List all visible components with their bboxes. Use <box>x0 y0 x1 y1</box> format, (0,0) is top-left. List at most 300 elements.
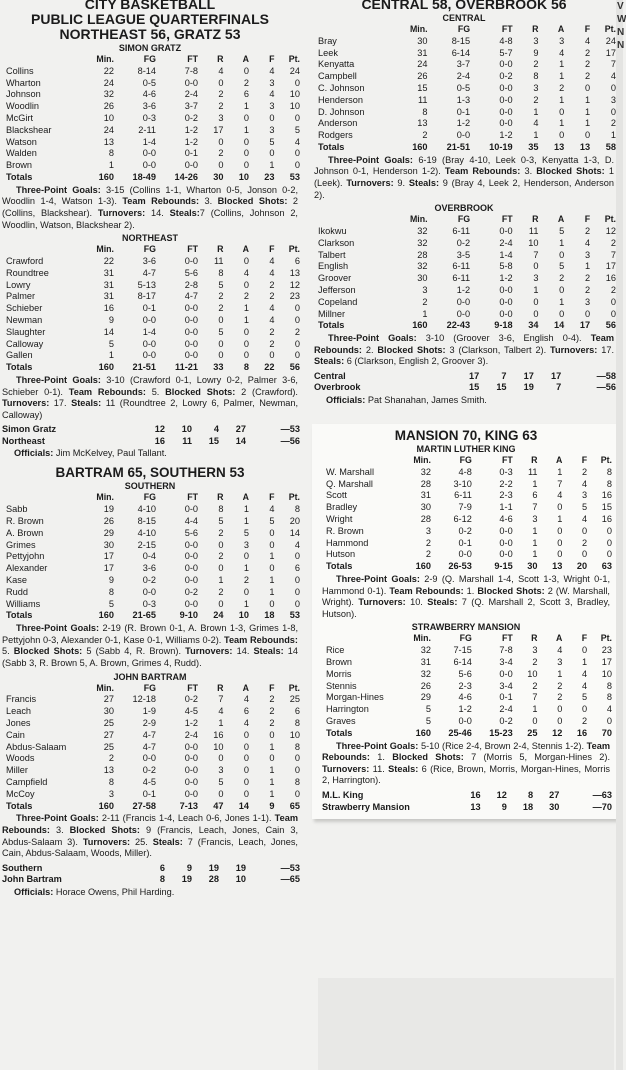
player-row <box>0 599 300 611</box>
stat-cell: 3 <box>425 525 431 536</box>
player-name: McGirt <box>6 112 34 123</box>
player-row <box>0 694 300 706</box>
player-name: Walden <box>6 148 37 159</box>
stat-cell: 4 <box>533 118 539 129</box>
column-header: FG <box>143 492 156 503</box>
stat-cell: 0-1 <box>499 692 513 703</box>
column-header: Min. <box>96 244 114 255</box>
stat-cell: 2 <box>582 466 588 477</box>
stat-cell: 5 <box>218 516 224 527</box>
game2-teamA <box>0 481 300 669</box>
stat-cell: 5 <box>582 502 588 513</box>
stat-cell: 6 <box>243 89 249 100</box>
stat-cell: 25 <box>289 694 300 705</box>
stat-cell: 4 <box>243 718 249 728</box>
player-row <box>0 540 300 552</box>
team-name: MARTIN LUTHER KING <box>416 444 516 455</box>
player-row <box>0 587 300 599</box>
stat-cell: 30 <box>420 502 431 513</box>
stat-cell: 10 <box>213 741 224 752</box>
note-text: 5. <box>145 386 166 397</box>
quarter-score: 16 <box>154 435 165 446</box>
total-cell: 70 <box>601 727 612 738</box>
stat-cell: 24 <box>605 35 616 46</box>
player-row <box>0 78 300 90</box>
stat-cell: 0 <box>294 586 300 597</box>
quarter-score: 4 <box>213 424 219 435</box>
stat-cell: 0-0 <box>184 765 198 776</box>
player-name: Collins <box>6 65 34 76</box>
game2-teamB <box>0 672 300 860</box>
total-cell: 26-53 <box>448 561 472 572</box>
player-row <box>0 89 300 101</box>
stat-cell: 12 <box>289 279 300 290</box>
totals-row <box>320 728 612 740</box>
player-row <box>312 48 616 60</box>
stat-cell: 8 <box>294 741 300 752</box>
total-cell: 9-10 <box>179 610 198 621</box>
stat-cell: 32 <box>417 237 428 248</box>
note-label: Turnovers: <box>550 344 598 355</box>
note-text: 3-15 (Collins 1-1, Wharton 0-5, Jonson 0-2, Woodlin 1-4, Watson 1-3). <box>2 184 299 207</box>
total-cell: 22 <box>264 362 275 373</box>
blank-header <box>0 492 81 504</box>
game-headline: BARTRAM 65, SOUTHERN 53 <box>55 465 245 481</box>
stat-cell: 1 <box>559 296 565 307</box>
stat-cell: 5-6 <box>184 527 198 538</box>
column-header: A <box>555 455 563 466</box>
quarter-score: —58 <box>596 370 616 381</box>
player-row <box>312 118 616 130</box>
note-text: 2 (Crawford). <box>235 386 298 397</box>
column-header: A <box>242 492 249 503</box>
stat-cell: 15 <box>417 82 428 93</box>
stat-cell: 11 <box>213 255 224 266</box>
column-header: R <box>217 492 224 503</box>
left-column <box>0 0 300 900</box>
stat-cell: 0 <box>559 308 565 319</box>
stat-cell: 8 <box>294 776 300 787</box>
stat-cell: 31 <box>103 267 114 278</box>
stat-cell: 6-14 <box>451 47 471 58</box>
player-row <box>0 327 300 339</box>
player-name: Grimes <box>6 539 36 550</box>
player-name: Millner <box>318 308 346 319</box>
stat-cell: 5 <box>218 279 224 290</box>
totals-label: Totals <box>6 610 33 621</box>
stat-cell: 0 <box>294 598 300 609</box>
stat-cell: 1 <box>582 657 588 668</box>
stat-cell: 32 <box>420 466 431 477</box>
game3-linescore <box>312 371 616 406</box>
stat-cell: 2 <box>532 680 538 691</box>
player-row <box>320 681 612 693</box>
stat-cell: 10 <box>103 112 114 123</box>
stat-cell: 4-4 <box>184 516 198 527</box>
stat-cell: 1 <box>218 575 224 586</box>
stat-cell: 0 <box>218 563 224 574</box>
player-name: Hutson <box>326 549 356 560</box>
stat-cell: 8 <box>422 106 428 117</box>
stat-cell: 0 <box>606 549 612 560</box>
stat-cell: 1 <box>532 478 538 489</box>
stat-cell: 0-0 <box>184 255 198 266</box>
quarter-score: —65 <box>280 874 300 885</box>
stat-cell: 3 <box>610 94 616 105</box>
stat-cell: 4 <box>557 490 563 501</box>
stat-cell: 4 <box>294 539 300 550</box>
stat-cell: 2 <box>533 59 539 70</box>
stat-cell: 0 <box>610 82 616 93</box>
stat-cell: 0 <box>610 308 616 319</box>
note-label: Team Rebounds: <box>322 740 610 763</box>
totals-label: Totals <box>326 727 353 738</box>
stat-cell: 24 <box>289 65 300 76</box>
stat-cell: 1 <box>243 314 249 325</box>
stat-cell: 4 <box>269 89 275 100</box>
stat-cell: 4 <box>243 267 249 278</box>
linescore-team: Overbrook <box>314 382 361 393</box>
stat-cell: 1 <box>243 516 249 527</box>
player-name: Scott <box>326 490 347 501</box>
stat-cell: 8 <box>606 478 612 489</box>
blank-header <box>312 24 394 36</box>
player-name: Cain <box>6 729 25 740</box>
note-text: 17. <box>49 398 72 409</box>
stat-cell: 0-1 <box>184 148 198 159</box>
stat-cell: 30 <box>417 35 428 46</box>
note-text: 10. <box>405 597 428 608</box>
player-name: Ikokwu <box>318 225 347 236</box>
column-header: R <box>531 455 538 466</box>
total-cell: 20 <box>576 561 588 572</box>
stat-cell: 0 <box>582 525 588 536</box>
stat-cell: 1-2 <box>499 273 513 284</box>
team-name: SIMON GRATZ <box>118 43 182 53</box>
stat-cell: 1-2 <box>499 130 513 141</box>
quarter-score: 10 <box>235 874 246 885</box>
stat-cell: 0-0 <box>499 225 513 236</box>
player-row <box>320 467 612 479</box>
stat-cell: 4 <box>218 706 224 717</box>
note-label: Steals: <box>427 597 458 608</box>
totals-row <box>312 142 616 154</box>
note-label: Steals: <box>408 177 440 188</box>
stat-cell: 5 <box>108 338 114 349</box>
column-header: R <box>532 24 539 34</box>
column-header: Pt. <box>600 455 612 466</box>
totals-row <box>0 362 300 374</box>
stat-cell: 0-2 <box>184 694 198 705</box>
stat-cell: 4 <box>269 267 275 278</box>
stat-cell: 1-2 <box>184 718 198 728</box>
stat-cell: 6 <box>294 255 300 266</box>
stat-cell: 4-8 <box>458 466 472 477</box>
player-row <box>312 71 616 83</box>
stat-cell: 2 <box>269 338 275 349</box>
column-header: Min. <box>96 492 114 503</box>
player-name: Johnson <box>6 89 41 100</box>
total-cell: 13 <box>554 141 565 152</box>
column-header: F <box>269 682 275 693</box>
player-row <box>312 226 616 238</box>
game-notes <box>312 155 616 201</box>
stat-cell: 10 <box>289 101 300 112</box>
game1-teamB <box>0 233 300 421</box>
player-name: English <box>318 261 349 272</box>
stat-cell: 7-9 <box>458 502 472 513</box>
stat-cell: 2 <box>610 284 616 295</box>
stat-cell: 8-17 <box>137 291 156 302</box>
game3-teamA <box>312 13 616 201</box>
column-header: R <box>532 214 539 225</box>
player-name: Harrington <box>326 704 369 715</box>
game-notes <box>312 333 616 368</box>
player-name: Williams <box>6 598 41 609</box>
stat-cell: 3-7 <box>184 101 198 112</box>
linescore-row <box>320 790 612 802</box>
stat-cell: 0 <box>294 77 300 88</box>
linescore-team: John Bartram <box>2 874 62 885</box>
player-row <box>312 297 616 309</box>
stat-cell: 24 <box>417 59 428 70</box>
stat-cell: 0-0 <box>142 160 156 171</box>
stat-cell: 5 <box>582 692 588 703</box>
stat-cell: 1 <box>584 261 591 272</box>
stat-cell: 0 <box>294 160 300 171</box>
game-notes <box>0 185 300 231</box>
stat-cell: 5-7 <box>499 47 513 58</box>
stat-cell: 0 <box>582 549 588 560</box>
stat-cell: 10 <box>289 89 300 100</box>
stat-cell: 0-0 <box>499 549 513 560</box>
total-cell: 53 <box>289 610 300 621</box>
player-name: C. Johnson <box>318 82 365 93</box>
linescore-row <box>0 874 300 886</box>
quarter-score: 19 <box>181 874 192 885</box>
stat-cell: 2-3 <box>499 490 513 501</box>
stat-cell: 0 <box>294 575 300 586</box>
total-cell: 160 <box>412 141 428 152</box>
team-name: JOHN BARTRAM <box>113 671 187 682</box>
note-text: 1. <box>369 752 393 763</box>
totals-row <box>0 801 300 813</box>
stat-cell: 2 <box>584 284 591 295</box>
stat-cell: 8 <box>108 776 114 787</box>
note-label: Three-Point Goals: <box>16 374 101 385</box>
stat-cell: 4 <box>294 136 300 147</box>
stat-cell: 0 <box>243 160 249 171</box>
edge-letter: N <box>617 27 625 38</box>
player-row <box>320 538 612 550</box>
linescore-row <box>312 371 616 383</box>
stat-cell: 5-8 <box>499 261 513 272</box>
stat-cell: 0-1 <box>142 788 156 799</box>
player-name: Jefferson <box>318 284 356 295</box>
stat-cell: 30 <box>103 539 114 550</box>
stat-cell: 4 <box>610 71 616 82</box>
stat-cell: 4 <box>218 65 224 76</box>
game-notes <box>320 574 612 620</box>
note-text: 6 (Clarkson, English 2, Groover 3). <box>344 356 489 367</box>
stat-cell: 28 <box>420 478 431 489</box>
stat-cell: 0 <box>559 284 565 295</box>
player-row <box>0 563 300 575</box>
note-text: 3 (Clarkson, Talbert 2). <box>445 344 551 355</box>
stat-cell: 0 <box>294 551 300 562</box>
stat-cell: 2-4 <box>184 729 198 740</box>
player-row <box>0 789 300 801</box>
officials-names: Pat Shanahan, James Smith. <box>365 395 487 406</box>
note-text: 3. <box>199 196 218 207</box>
player-row <box>312 261 616 273</box>
stat-cell: 6 <box>243 706 249 717</box>
player-name: Crawford <box>6 255 44 266</box>
stat-cell: 1 <box>559 118 565 129</box>
total-cell: 10-19 <box>489 141 513 152</box>
stat-cell: 1 <box>532 525 538 536</box>
column-header: FT <box>187 492 198 503</box>
player-row <box>312 59 616 71</box>
stat-cell: 0-0 <box>184 326 198 337</box>
note-label: Blocked Shots: <box>392 752 464 763</box>
player-name: Rodgers <box>318 130 353 141</box>
stat-cell: 3 <box>533 82 539 93</box>
team-name: CENTRAL <box>442 13 486 23</box>
total-cell: 10 <box>238 610 249 621</box>
note-label: Steals: <box>152 836 183 847</box>
player-name: Schieber <box>6 303 43 314</box>
total-cell: 160 <box>98 171 114 182</box>
column-header: FT <box>187 54 198 64</box>
stat-cell: 7 <box>610 59 616 70</box>
stat-cell: 3 <box>269 77 275 88</box>
total-cell: 22-43 <box>446 320 471 331</box>
player-row <box>0 575 300 587</box>
quarter-score: 8 <box>159 874 165 885</box>
stat-cell: 0 <box>610 296 616 307</box>
stat-cell: 2 <box>269 326 275 337</box>
section-kicker: CITY BASKETBALL <box>84 0 216 12</box>
note-text: 5-10 (Rice 2-4, Brown 2-4, Stennis 1-2). <box>418 740 587 751</box>
column-header: F <box>584 24 591 34</box>
stat-cell: 5 <box>218 326 224 337</box>
player-row <box>312 285 616 297</box>
stat-cell: 4 <box>269 65 275 76</box>
box-header-row <box>0 492 300 504</box>
stat-cell: 29 <box>420 692 431 703</box>
stat-cell: 8 <box>606 466 612 477</box>
quarter-score: 17 <box>468 370 480 381</box>
stat-cell: 2 <box>610 237 616 248</box>
stat-cell: 17 <box>103 551 114 562</box>
stat-cell: 4-10 <box>137 527 156 538</box>
stat-cell: 0 <box>582 645 588 656</box>
stat-cell: 1-2 <box>184 124 198 135</box>
stat-cell: 30 <box>103 706 114 717</box>
stat-cell: 0-0 <box>184 350 198 361</box>
player-row <box>0 315 300 327</box>
player-name: Groover <box>318 273 352 284</box>
quarter-score: 13 <box>470 801 481 812</box>
player-row <box>0 339 300 351</box>
player-name: Rice <box>326 645 345 656</box>
player-name: Roundtree <box>6 267 49 278</box>
quarter-score: —56 <box>280 435 300 446</box>
stat-cell: 2 <box>108 753 114 764</box>
box-score-table <box>312 24 616 154</box>
stat-cell: 1 <box>243 303 249 314</box>
totals-label: Totals <box>6 171 33 182</box>
stat-cell: 0-0 <box>499 525 513 536</box>
stat-cell: 8-15 <box>451 35 471 46</box>
stat-cell: 0 <box>243 753 249 764</box>
player-row <box>0 256 300 268</box>
stat-cell: 0-0 <box>499 668 513 679</box>
stat-cell: 2 <box>559 82 565 93</box>
stat-cell: 27 <box>103 729 114 740</box>
stat-cell: 27 <box>103 694 114 705</box>
stat-cell: 1 <box>559 59 565 70</box>
stat-cell: 0 <box>243 136 249 147</box>
total-cell: 7-13 <box>179 800 198 811</box>
player-row <box>0 137 300 149</box>
stat-cell: 0-1 <box>142 303 156 314</box>
linescore-team: Strawberry Mansion <box>322 801 410 812</box>
box-score-table <box>0 54 300 184</box>
stat-cell: 31 <box>103 279 114 290</box>
stat-cell: 1-2 <box>456 118 471 129</box>
stat-cell: 16 <box>213 729 224 740</box>
total-cell: 33 <box>213 362 224 373</box>
officials-line <box>0 447 300 459</box>
linescore-team: Central <box>314 370 346 381</box>
stat-cell: 4 <box>557 645 563 656</box>
quarter-score: —53 <box>280 424 300 435</box>
stat-cell: 4 <box>582 478 588 489</box>
stat-cell: 3 <box>559 35 565 46</box>
total-cell: 56 <box>605 320 616 331</box>
stat-cell: 0 <box>294 753 300 764</box>
stat-cell: 22 <box>103 65 114 76</box>
stat-cell: 0 <box>243 741 249 752</box>
column-header: FG <box>459 633 472 644</box>
mansion-king-box <box>312 424 616 819</box>
quarter-score: 14 <box>235 435 246 446</box>
player-row <box>0 125 300 137</box>
stat-cell: 3 <box>557 657 563 668</box>
stat-cell: 5-13 <box>137 279 156 290</box>
stat-cell: 4 <box>582 680 588 691</box>
note-label: Team Rebounds: <box>314 333 615 355</box>
stat-cell: 0-0 <box>184 338 198 349</box>
stat-cell: 0 <box>269 539 275 550</box>
stat-cell: 2 <box>582 716 588 726</box>
stat-cell: 3 <box>582 490 588 501</box>
total-cell: 35 <box>528 141 539 152</box>
stat-cell: 2 <box>422 130 428 141</box>
stat-cell: 0 <box>243 279 249 290</box>
game-headline: NORTHEAST 56, GRATZ 53 <box>59 26 241 42</box>
note-text: 14. <box>232 646 254 657</box>
total-cell: 27-58 <box>132 800 156 811</box>
edge-letter: V <box>617 1 624 12</box>
player-row <box>0 706 300 718</box>
stat-cell: 1 <box>269 575 275 586</box>
stat-cell: 0-0 <box>184 504 198 515</box>
total-cell: 25-46 <box>448 727 472 738</box>
stat-cell: 6-11 <box>452 261 471 272</box>
